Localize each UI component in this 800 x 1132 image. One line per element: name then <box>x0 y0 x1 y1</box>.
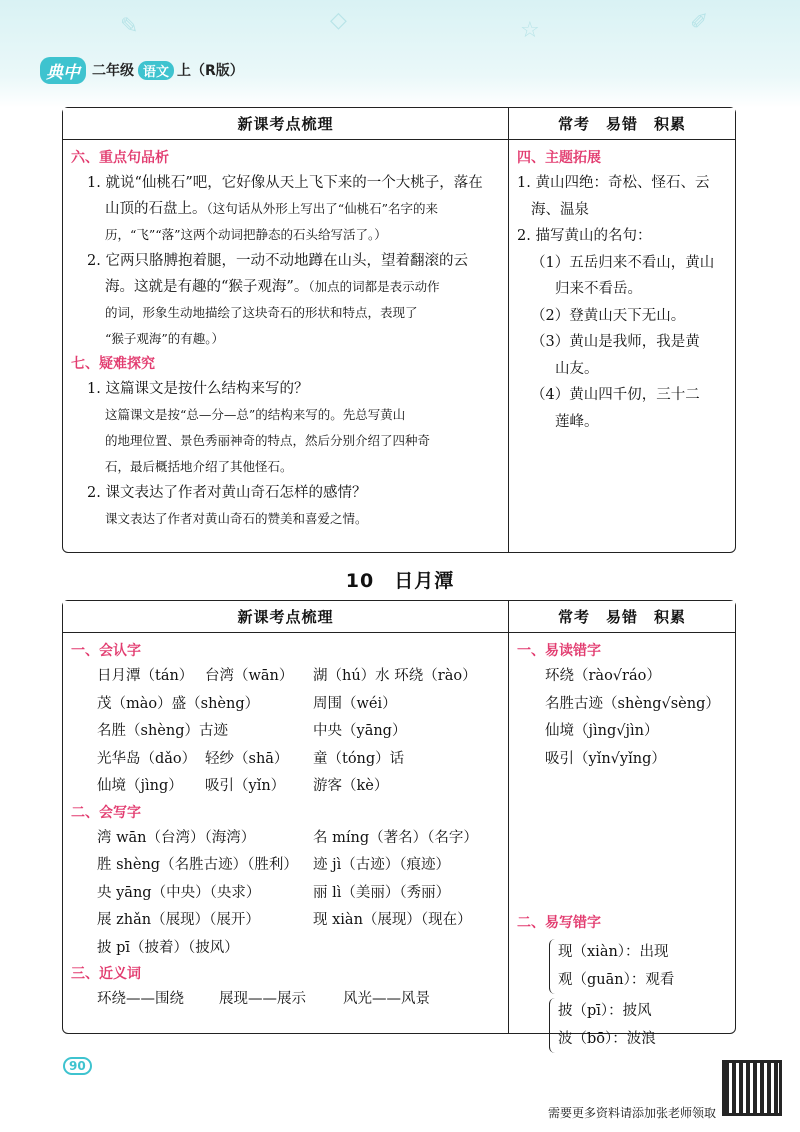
box1-right-column <box>509 140 735 552</box>
read-item: 游客（kè） <box>313 778 389 794</box>
text-line: 2. 课文表达了作者对黄山奇石怎样的感情？ <box>87 485 367 501</box>
page-number: 90 <box>63 1057 92 1075</box>
decoration-icon: ✎ <box>120 14 139 39</box>
text-line: （4）黄山四千仞，三十二 <box>531 387 700 403</box>
text-line: 1. 就说“仙桃石”吧，它好像从天上飞下来的一个大桃子，落在 <box>87 175 483 191</box>
write-row <box>71 880 500 908</box>
box-header <box>63 108 735 140</box>
box-title-right: 常考 易错 积累 <box>557 608 686 626</box>
text-line: 海、温泉 <box>531 201 589 218</box>
synonym-pair: 展现——展示 <box>219 991 306 1007</box>
note-line: “猴子观海”的有趣。） <box>105 331 225 346</box>
text-line: 1. 这篇课文是按什么结构来写的？ <box>87 381 309 397</box>
miswrite-item: 现（xiàn）：出现 <box>558 944 669 960</box>
miswrite-item: 波（bō）：波浪 <box>558 1030 656 1047</box>
read-row <box>71 746 500 774</box>
sentence-text: 山顶的石盘上。 <box>105 201 207 217</box>
header-bar <box>0 57 800 83</box>
decoration-icon: ☆ <box>520 18 540 43</box>
lesson-number: 10 <box>345 570 375 592</box>
decoration-icon: ◇ <box>330 8 347 33</box>
synonym-pair: 风光——风景 <box>343 991 430 1007</box>
sentence-text: 海。这就是有趣的“猴子观海”。 <box>105 279 309 295</box>
synonym-row <box>71 986 500 1014</box>
misread-list <box>517 663 729 773</box>
box-header <box>63 601 735 633</box>
write-item: 现 xiàn（展现）（现在） <box>313 912 472 928</box>
text-line: 2. 描写黄山的名句： <box>517 228 652 244</box>
text-line: 山友。 <box>555 360 599 377</box>
note-line: 历，“飞”“落”这两个动词把静态的石头给写活了。） <box>105 227 387 242</box>
box2-left-column <box>63 633 509 1033</box>
write-item: 湾 wān（台湾）（海湾） <box>97 829 256 846</box>
read-char-list <box>71 663 500 801</box>
page-header <box>0 0 800 108</box>
footer-note: 需要更多资料请添加张老师领取 <box>548 1106 717 1120</box>
note-line: 的词，形象生动地描绘了这块奇石的形状和特点，表现了 <box>105 305 418 320</box>
read-item <box>205 718 313 746</box>
box-title-left: 新课考点梳理 <box>63 601 509 632</box>
read-item: 童（tóng）话 <box>313 750 405 767</box>
note-line: 课文表达了作者对黄山奇石的赞美和喜爱之情。 <box>105 511 368 526</box>
decoration-icon: ✐ <box>690 10 709 35</box>
write-row <box>71 825 500 853</box>
read-item: 名胜（shèng）古迹 <box>97 723 228 739</box>
misread-item: 环绕（rào√ráo） <box>545 668 661 684</box>
read-row <box>71 691 500 719</box>
note-line: 的地理位置、景色秀丽神奇的特点，然后分别介绍了四种奇 <box>105 433 431 448</box>
review-box-1 <box>62 107 736 553</box>
read-item: 仙境（jìng） <box>97 778 183 794</box>
note-line: 这篇课文是按“总—分—总”的结构来写的。先总写黄山 <box>105 407 406 422</box>
box-title-right: 常考 易错 积累 <box>557 115 686 133</box>
review-box-2 <box>62 600 736 1047</box>
write-item: 胜 shèng（名胜古迹）（胜利） <box>97 857 298 873</box>
grade-label: 二年级 <box>92 63 134 79</box>
write-row <box>71 852 500 880</box>
write-item: 展 zhǎn（展现）（展开） <box>97 912 260 928</box>
note-line: 石，最后概括地介绍了其他怪石。 <box>105 459 293 474</box>
miswrite-item: 披（pī）：披风 <box>558 1003 652 1019</box>
box-title-left: 新课考点梳理 <box>63 108 509 139</box>
read-item: 中央（yāng） <box>313 723 407 739</box>
miswrite-group <box>549 998 729 1053</box>
miswrite-item: 观（guān）：观看 <box>558 971 675 988</box>
lesson-name: 日月潭 <box>394 570 455 592</box>
write-item: 迹 jì（古迹）（痕迹） <box>313 857 450 873</box>
section-heading: 二、易写错字 <box>517 915 601 931</box>
box2-right-column <box>509 633 735 1047</box>
section-heading: 七、疑难探究 <box>71 356 155 372</box>
write-item: 央 yāng（中央）（央求） <box>97 884 261 901</box>
section-heading: 一、易读错字 <box>517 643 601 659</box>
box1-left-column <box>63 140 509 552</box>
write-char-list <box>71 825 500 963</box>
read-item: 台湾（wān） <box>205 668 294 684</box>
read-item: 茂（mào）盛（shèng） <box>97 695 260 712</box>
misread-item: 仙境（jìng√jìn） <box>545 723 659 739</box>
read-item: 光华岛（dǎo） <box>97 750 197 767</box>
section-heading: 三、近义词 <box>71 966 141 982</box>
text-line: （3）黄山是我师，我是黄 <box>531 334 700 350</box>
write-row <box>71 935 500 963</box>
read-item: 周围（wéi） <box>313 695 397 712</box>
note-text: （这句话从外形上写出了“仙桃石”名字的来 <box>206 201 439 216</box>
synonym-pair: 环绕——围绕 <box>97 991 184 1007</box>
text-line: 2. 它两只胳膊抱着腿，一动不动地蹲在山头，望着翻滚的云 <box>87 253 468 269</box>
misread-item: 吸引（yǐn√yǐng） <box>545 750 666 767</box>
text-line: 莲峰。 <box>555 413 599 430</box>
read-row <box>71 663 500 691</box>
brand-logo: 典中 <box>40 57 86 84</box>
section-heading: 二、会写字 <box>71 804 141 821</box>
read-row <box>71 718 500 746</box>
text-line: （2）登黄山天下无山。 <box>531 307 686 324</box>
note-text: （加点的词都是表示动作 <box>308 279 440 294</box>
text-line: 1. 黄山四绝：奇松、怪石、云 <box>517 175 710 191</box>
read-item <box>205 691 313 719</box>
section-heading: 四、主题拓展 <box>517 150 601 166</box>
term-label: 上（R版） <box>177 63 244 79</box>
subject-badge: 语文 <box>138 61 174 80</box>
qr-code-icon <box>722 1060 782 1116</box>
text-line <box>71 196 500 222</box>
read-item: 湖（hú）水 环绕（rào） <box>313 668 477 684</box>
read-item: 日月潭（tán） <box>97 668 194 684</box>
write-row <box>71 907 500 935</box>
read-item: 吸引（yǐn） <box>205 778 286 794</box>
write-item: 披 pī（披着）（披风） <box>97 939 239 956</box>
misread-item: 名胜古迹（shèng√sèng） <box>545 695 720 712</box>
text-line: （1）五岳归来不看山，黄山 <box>531 254 715 271</box>
lesson-title <box>0 566 800 593</box>
read-row <box>71 773 500 801</box>
write-item: 丽 lì（美丽）（秀丽） <box>313 884 451 901</box>
read-item: 轻纱（shā） <box>205 750 289 767</box>
text-line <box>71 274 500 300</box>
write-item: 名 míng（著名）（名字） <box>313 829 478 846</box>
section-heading: 一、会认字 <box>71 643 141 659</box>
text-line: 归来不看岳。 <box>555 281 642 297</box>
section-heading: 六、重点句品析 <box>71 150 169 166</box>
miswrite-group <box>549 939 729 994</box>
